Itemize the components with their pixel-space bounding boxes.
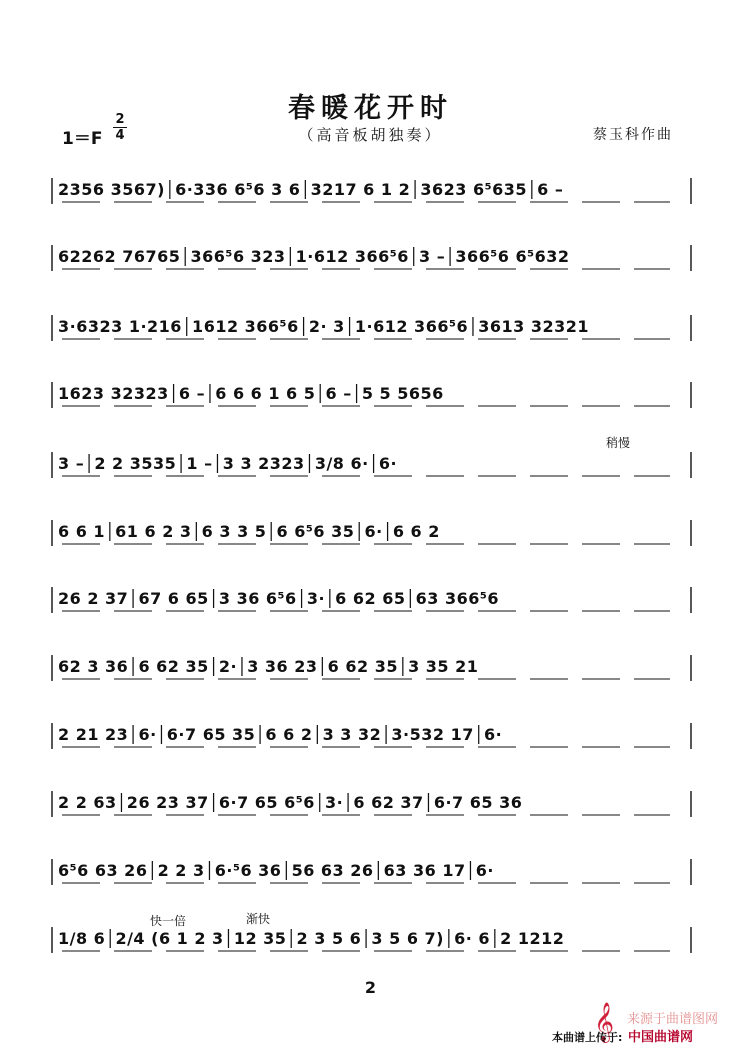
annotation-kuaiyibei: 快一倍 — [150, 914, 187, 928]
notation-row — [50, 723, 694, 757]
notation-row-notes: 6⁵6 63 26│2 2 3│6·⁵6 36│56 63 26│63 36 17│6· — [58, 861, 494, 880]
notation-row-notes: 62 3 36│6 62 35│2·│3 36 23│6 62 35│3 35 21 — [58, 657, 479, 676]
composer-credit: 蔡玉科作曲 — [593, 127, 673, 143]
notation-row — [50, 382, 694, 416]
meter-top: 2 — [115, 112, 125, 127]
row-barlines — [50, 245, 694, 279]
notation-row — [50, 655, 694, 689]
page-title: 春暖花开时 — [288, 93, 453, 124]
notation-row — [50, 452, 694, 486]
row-barlines — [50, 315, 694, 349]
row-barlines — [50, 587, 694, 621]
notation-row-notes: 62262 76765│366⁵6 323│1·612 366⁵6│3 –│366⁵6 6⁵632 — [58, 247, 570, 266]
meter-bottom: 4 — [113, 127, 127, 143]
notation-row — [50, 587, 694, 621]
row-barlines — [50, 791, 694, 825]
row-barlines — [50, 655, 694, 689]
row-barlines — [50, 859, 694, 893]
row-barlines — [50, 520, 694, 554]
row-barlines — [50, 927, 694, 961]
notation-row — [50, 859, 694, 893]
row-barlines — [50, 382, 694, 416]
notation-row — [50, 315, 694, 349]
time-signature — [113, 112, 127, 143]
notation-row-notes: 1623 32323│6 –│6 6 6 1 6 5│6 –│5 5 5656 — [58, 384, 444, 403]
notation-row-notes: 6 6 1│61 6 2 3│6 3 3 5│6 6⁵6 35│6·│6 6 2 — [58, 522, 440, 541]
page-subtitle: （高音板胡独奏） — [298, 126, 443, 144]
key-signature: 1＝F — [62, 129, 103, 149]
footer-source: 本曲谱上传于: — [552, 1031, 623, 1044]
row-barlines — [50, 723, 694, 757]
notation-row-notes: 26 2 37│67 6 65│3 36 6⁵6│3·│6 62 65│63 366⁵6 — [58, 589, 499, 608]
notation-row-notes: 1/8 6│2/4 (6 1 2 3│12 35│2 3 5 6│3 5 6 7)│6· 6│2 1212 — [58, 929, 565, 948]
notation-row — [50, 178, 694, 212]
notation-row-notes: 2 21 23│6·│6·7 65 35│6 6 2│3 3 32│3·532 17│6· — [58, 725, 503, 744]
annotation-shaoman: 稍慢 — [606, 436, 631, 450]
treble-clef-icon: 𝄞 — [594, 1002, 615, 1042]
page-number: 2 — [364, 978, 377, 997]
notation-row — [50, 927, 694, 961]
annotation-jiankuai: 渐快 — [246, 912, 271, 926]
watermark-text: 来源于曲谱图网 — [627, 1012, 719, 1027]
row-barlines — [50, 452, 694, 486]
row-barlines — [50, 178, 694, 212]
notation-row-notes: 3·6323 1·216│1612 366⁵6│2· 3│1·612 366⁵6│3613 32321 — [58, 317, 589, 336]
notation-row-notes: 2 2 63│26 23 37│6·7 65 6⁵6│3·│6 62 37│6·7 65 36 — [58, 793, 523, 812]
notation-row-notes: 2356 3567)│6·336 6⁵6 3 6│3217 6 1 2│3623 6⁵635│6 – — [58, 180, 564, 199]
notation-row — [50, 791, 694, 825]
footer-logo: 中国曲谱网 — [628, 1030, 694, 1045]
notation-row — [50, 245, 694, 279]
notation-row — [50, 520, 694, 554]
notation-row-notes: 3 –│2 2 3535│1 –│3 3 2323│3/8 6·│6· — [58, 454, 398, 473]
